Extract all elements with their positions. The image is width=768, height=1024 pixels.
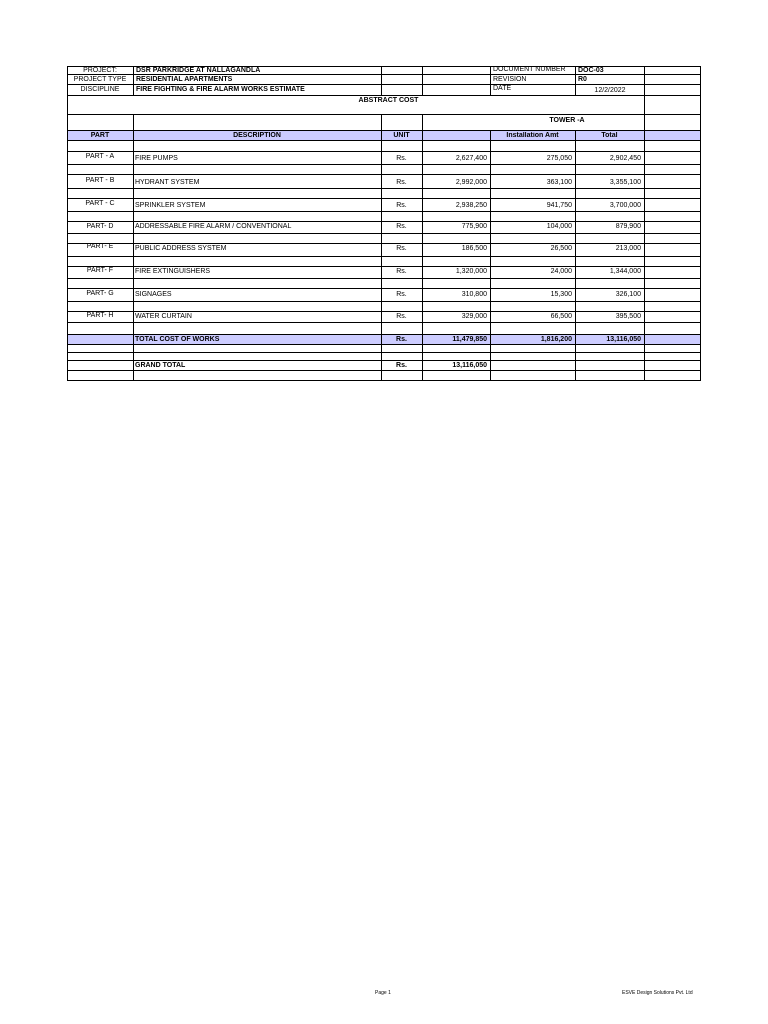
row-part: PART- H <box>86 312 114 319</box>
row-description: SIGNAGES <box>135 291 172 298</box>
grid-line <box>67 221 701 222</box>
discipline-label: DISCIPLINE <box>80 86 120 93</box>
total-unit: Rs. <box>396 336 407 343</box>
row-description: ADDRESSABLE FIRE ALARM / CONVENTIONAL <box>135 223 292 230</box>
row-part: PART- D <box>86 223 114 230</box>
grid-line <box>67 278 701 279</box>
row-part: PART- G <box>86 290 114 297</box>
grid-line <box>67 266 701 267</box>
row-supply: 1,320,000 <box>455 268 487 275</box>
row-installation: 363,100 <box>546 179 572 186</box>
row-supply: 310,800 <box>461 291 487 298</box>
row-supply: 2,992,000 <box>455 179 487 186</box>
row-description: FIRE EXTINGUISHERS <box>135 268 211 275</box>
row-supply: 329,000 <box>461 313 487 320</box>
row-unit: Rs. <box>396 313 407 320</box>
project-value: DSR PARKRIDGE AT NALLAGANDLA <box>136 67 261 74</box>
grid-line <box>67 211 701 212</box>
grid-line <box>67 140 701 141</box>
row-unit: Rs. <box>396 202 407 209</box>
grid-line <box>67 174 701 175</box>
revision-label: REVISION <box>493 76 527 83</box>
row-total: 3,355,100 <box>609 179 641 186</box>
row-installation: 104,000 <box>546 223 572 230</box>
row-description: SPRINKLER SYSTEM <box>135 202 206 209</box>
grid-line <box>67 370 701 371</box>
doc-number-value: DOC-03 <box>578 67 604 74</box>
row-total: 213,000 <box>615 245 641 252</box>
row-supply: 775,900 <box>461 223 487 230</box>
row-supply: 186,500 <box>461 245 487 252</box>
row-part: PART - A <box>85 153 115 160</box>
grid-line <box>381 66 382 95</box>
revision-value: R0 <box>578 76 587 83</box>
tower-title: TOWER -A <box>549 117 585 124</box>
grid-line <box>67 301 701 302</box>
project-label: PROJECT: <box>83 67 117 74</box>
grid-line <box>67 198 701 199</box>
row-total: 2,902,450 <box>609 155 641 162</box>
row-part: PART- F <box>86 267 114 274</box>
grid-line <box>67 288 701 289</box>
row-unit: Rs. <box>396 179 407 186</box>
col-header-description: DESCRIPTION <box>233 132 281 139</box>
abstract-title: ABSTRACT COST <box>358 97 419 104</box>
row-supply: 2,627,400 <box>455 155 487 162</box>
total-description: TOTAL COST OF WORKS <box>135 336 220 343</box>
grid-line <box>67 233 701 234</box>
grid-line <box>644 66 645 381</box>
row-part: PART - B <box>85 177 115 184</box>
col-header-total: Total <box>601 132 618 139</box>
grid-line <box>67 95 701 96</box>
row-description: HYDRANT SYSTEM <box>135 179 200 186</box>
col-header-unit: UNIT <box>393 132 410 139</box>
grid-line <box>422 66 423 95</box>
grid-line <box>67 352 701 353</box>
page-number: Page 1 <box>375 990 391 996</box>
total-total: 13,116,050 <box>606 336 641 343</box>
project-type-label: PROJECT TYPE <box>73 76 127 83</box>
date-label: DATE <box>493 85 512 92</box>
project-type-value: RESIDENTIAL APARTMENTS <box>136 76 233 83</box>
grid-line <box>67 311 701 312</box>
row-description: PUBLIC ADDRESS SYSTEM <box>135 245 227 252</box>
grid-line <box>490 130 491 381</box>
grid-line <box>67 188 701 189</box>
col-header-installation: Installation Amt <box>506 132 559 139</box>
grand-total-unit: Rs. <box>396 362 407 369</box>
row-installation: 24,000 <box>550 268 572 275</box>
grid-line <box>67 360 701 361</box>
row-unit: Rs. <box>396 291 407 298</box>
date-value: 12/2/2022 <box>594 87 626 94</box>
grid-line <box>67 151 701 152</box>
row-installation: 15,300 <box>550 291 572 298</box>
row-unit: Rs. <box>396 245 407 252</box>
grid-line <box>67 243 701 244</box>
grand-total-description: GRAND TOTAL <box>135 362 186 369</box>
grid-line <box>67 114 701 115</box>
row-description: WATER CURTAIN <box>135 313 192 320</box>
grand-total-supply: 13,116,050 <box>452 362 487 369</box>
row-installation: 941,750 <box>546 202 572 209</box>
grid-line <box>67 344 701 345</box>
row-unit: Rs. <box>396 268 407 275</box>
row-installation: 26,500 <box>550 245 572 252</box>
row-part: PART - C <box>85 200 115 207</box>
row-unit: Rs. <box>396 223 407 230</box>
company-name: ESVE Design Solutions Pvt. Ltd <box>622 990 693 996</box>
grid-line <box>67 164 701 165</box>
row-total: 1,344,000 <box>609 268 641 275</box>
row-unit: Rs. <box>396 155 407 162</box>
grid-line <box>67 74 701 75</box>
row-total: 326,100 <box>615 291 641 298</box>
row-total: 3,700,000 <box>609 202 641 209</box>
col-header-part: PART <box>90 132 110 139</box>
row-total: 879,900 <box>615 223 641 230</box>
row-total: 395,500 <box>615 313 641 320</box>
discipline-value: FIRE FIGHTING & FIRE ALARM WORKS ESTIMATE <box>136 86 305 93</box>
row-installation: 66,500 <box>550 313 572 320</box>
row-supply: 2,938,250 <box>455 202 487 209</box>
row-part: PART- E <box>86 243 114 250</box>
doc-number-label: DOCUMENT NUMBER <box>493 66 566 73</box>
grid-line <box>67 322 701 323</box>
grid-line <box>67 84 701 85</box>
grid-line <box>67 256 701 257</box>
row-installation: 275,050 <box>546 155 572 162</box>
total-supply: 11,479,850 <box>452 336 487 343</box>
grid-line <box>575 130 576 381</box>
total-installation: 1,816,200 <box>540 336 572 343</box>
row-description: FIRE PUMPS <box>135 155 178 162</box>
